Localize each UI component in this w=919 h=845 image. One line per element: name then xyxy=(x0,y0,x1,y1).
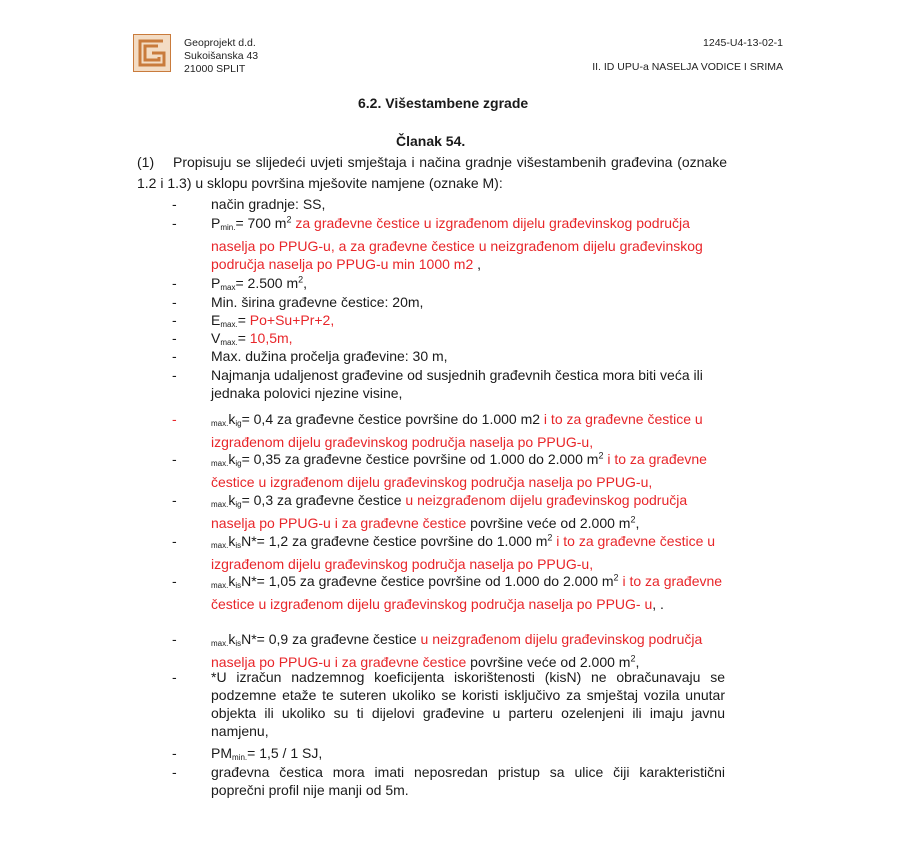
list-item: - Min. širina građevne čestice: 20m, xyxy=(172,294,424,310)
company-address xyxy=(184,37,258,76)
list-item: - način gradnje: SS, xyxy=(172,196,326,212)
intro-paragraph xyxy=(137,152,727,194)
list-item: - građevna čestica mora imati neposredan pristup sa ulice čiji karakteristični poprečni profil nije manji od 5m. xyxy=(172,764,725,798)
list-item: - $P_{max}= 2.500$ $m^2$, xyxy=(172,274,308,292)
list-item: - $PM_{min.}= 1,5 / 1$ SJ, xyxy=(172,745,323,762)
article-title: Članak 54. xyxy=(396,133,466,149)
list-item: - *U izračun nadzemnog koeficijenta iskorištenosti (kisN) ne obračunavaju se podzemne etaže te suteren ukoliko se koristi isključivo za smještaj vozila unutar objekta ili ukoliko su ti dijelovi građevine u parteru ozelenjeni ili imaju javnu namjenu, xyxy=(172,669,725,739)
list-item: - $_{max.}k_{ig}= 0,4$ za građevne čestice površine do 1.000 m2 i to za građevne čestice u izgrađenom dijelu građevinskog područja naselja po PPUG-u, xyxy=(172,411,703,450)
list-item: - $E_{max.}= Po+Su+Pr+2$, xyxy=(172,312,335,329)
list-item: - $P_{min.}= 700$ $m^2$ za građevne čestice u izgrađenom dijelu građevinskog područja naselja po PPUG-u, a za građevne čestice u neizgrađenom dijelu građevinskog područja naselja po PPUG-u min 1000 m2 , xyxy=(172,214,703,272)
company-street: Sukoišanska 43 xyxy=(184,50,259,62)
list-item: - $_{max.}k_{is}N*= 1,2$ za građevne čestice površine do 1.000 $m^2$ i to za građevne čestice u izgrađenom dijelu građevinskog područja naselja po PPUG-u, xyxy=(172,532,716,572)
company-city: 21000 SPLIT xyxy=(184,63,246,75)
list-item: - $_{max.}k_{ig}= 0,35$ za građevne čestice površine od 1.000 do 2.000 $m^2$ i to za građevne čestice u izgrađenom dijelu građevinskog područja naselja po PPUG-u, xyxy=(172,450,707,490)
company-name: Geoprojekt d.d. xyxy=(184,37,256,49)
intro-text: Propisuju se slijedeći uvjeti smještaja i načina gradnje višestambenih građevina (oznake 1.2 i 1.3) u sklopu površina mješovite namjene (oznake M): xyxy=(137,154,727,191)
list-item: - $V_{max.}= 10,5m$, xyxy=(172,330,293,347)
list-item: - $_{max.}k_{is}N*= 0,9$ za građevne čestice u neizgrađenom dijelu građevinskog područja naselja po PPUG-u i za građevne čestice površine veće od 2.000 $m^2$, xyxy=(172,631,703,670)
list-item: - $_{max.}k_{is}N*= 1,05$ za građevne čestice površine od 1.000 do 2.000 $m^2$ i to za građevne čestice u izgrađenom dijelu građevinskog područja naselja po PPUG- u, . xyxy=(172,572,723,612)
list-item: - $_{max.}k_{ig}= 0,3$ za građevne čestice u neizgrađenom dijelu građevinskog područja naselja po PPUG-u i za građevne čestice površine veće od 2.000 $m^2$, xyxy=(172,492,688,531)
paragraph-number: (1) xyxy=(137,154,155,170)
document-code: 1245-U4-13-02-1 xyxy=(703,37,783,49)
list-item: - Max. dužina pročelja građevine: 30 m, xyxy=(172,348,448,364)
list-item: - Najmanja udaljenost građevine od susjednih građevnih čestica mora biti veća ili jednaka polovici njezine visine, xyxy=(172,367,703,401)
document-subtitle: II. ID UPU-a NASELJA VODICE I SRIMA xyxy=(592,61,783,73)
section-title: 6.2. Višestambene zgrade xyxy=(358,95,529,111)
company-logo xyxy=(133,34,171,72)
